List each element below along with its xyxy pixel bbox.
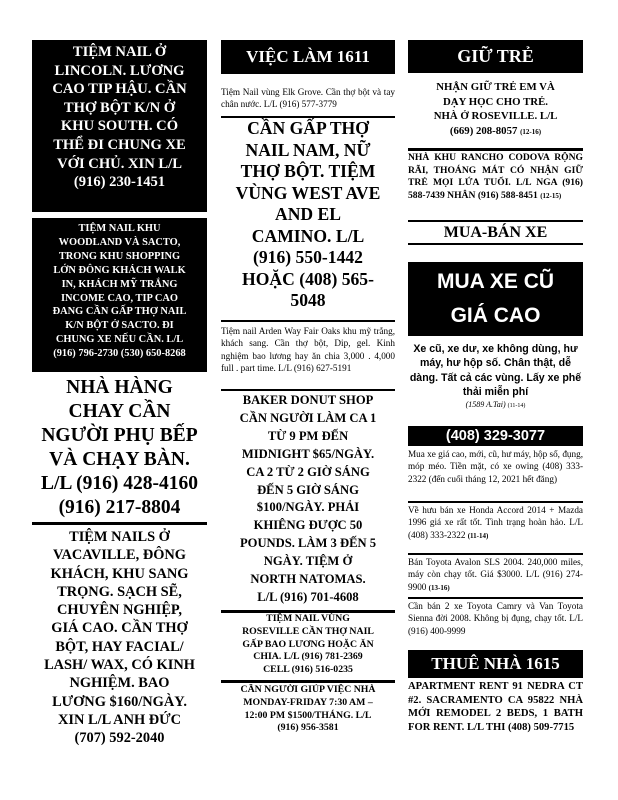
ad-arden-way — [221, 325, 395, 387]
section-header-giu-tre — [408, 40, 583, 73]
ad-honda-accord — [408, 504, 583, 552]
ad-mua-xe-gia-cao — [408, 448, 583, 500]
divider — [408, 501, 583, 503]
phone-banner-text: (408) 329-3077 — [445, 428, 546, 444]
divider — [408, 597, 583, 599]
ad-giu-tre-rancho — [408, 152, 583, 218]
banner-line-2: GIÁ CAO — [450, 304, 541, 327]
ad-honda-text: Về hưu bán xe Honda Accord 2014 + Mazda 1996 giá xe rất tốt. Tình trạng hoàn hảo. L/L (408) 333-2322 — [408, 505, 583, 540]
divider — [221, 680, 395, 683]
ad-elk-grove-text: Tiệm Nail vùng Elk Grove. Cần thợ bột và tay chân nước. L/L (916) 577-3779 — [221, 87, 395, 110]
divider — [408, 553, 583, 555]
ad-baker-donut — [221, 392, 395, 610]
ad-thue-nha-apartment — [408, 680, 583, 750]
ad-code: (11-14) — [467, 531, 489, 540]
ad-code: (13-16) — [428, 583, 450, 592]
banner-line-1: MUA XE CŨ — [436, 270, 555, 293]
ad-nha-hang-chay — [32, 376, 207, 522]
section-header-thue-nha — [408, 650, 583, 678]
ad-arden-text: Tiệm nail Arden Way Fair Oaks khu mỹ trắng, khách sang. Cần thợ bột, Dip, gel. Kinh nghiệm bao lương hay ăn chia 3,000 . 4,000 full . part time. L/L (916) 627-5191 — [221, 326, 395, 373]
ad-lincoln-nail — [32, 40, 207, 212]
section-header-viec-lam — [221, 40, 395, 74]
divider-col1 — [32, 522, 207, 525]
divider — [408, 148, 583, 151]
ad-vacaville-nail — [32, 528, 207, 750]
ad-xe-gia-cao-text: Mua xe giá cao, mới, cũ, hư máy, hộp số, đụng, móp méo. Tiền mặt, có xe owing (408) 333-2322 (đến cuối tháng 12, 2021 hết đăng) — [408, 449, 583, 484]
section-title-mua-ban-xe: MUA-BÁN XE — [443, 224, 548, 241]
ad-giu-tre-2-text: NHÀ KHU RANCHO CODOVA RỘNG RÃI, THOÁNG MÁT CÓ NHẬN GIỮ TRẺ MỌI LỨA TUỔI. L/L NGA (916) 588-7439 NHÂN (916) 588-8451 — [408, 152, 583, 201]
section-title-giu-tre: GIỮ TRẺ — [457, 46, 534, 66]
ad-code: (12-16) — [520, 127, 542, 136]
ad-code: (11-14) — [507, 402, 526, 409]
divider — [221, 389, 395, 391]
ad-thue-nha-text: APARTMENT RENT 91 NEDRA CT #2. SACRAMENTO CA 95822 NHÀ MỚI REMODEL 2 BEDS, 1 BATH FOR RENT. L/L THI (408) 509-7715 — [408, 681, 583, 733]
ad-lincoln-text: TIỆM NAIL Ở LINCOLN. LƯƠNG CAO TIP HẬU. CẦN THỢ BỘT K/N Ở KHU SOUTH. CÓ THỂ ĐI CHUNG XE VỚI CHỦ. XIN L/L (916) 230-1451 — [52, 44, 187, 191]
ad-vacaville-text: TIỆM NAILS Ở VACAVILLE, ĐÔNG KHÁCH, KHU SANG TRỌNG. SẠCH SẼ, CHUYÊN NGHIỆP, GIÁ CAO. CẦN THỢ BỘT, HAY FACIAL/ LASH/ WAX, CÓ KINH NGHIỆM. BAO LƯƠNG $160/NGÀY. XIN L/L ANH ĐỨC (707) 592-2040 — [44, 529, 195, 747]
ad-west-ave — [221, 118, 395, 318]
ad-west-ave-text: CẦN GẤP THỢ NAIL NAM, NỮ THỢ BỘT. TIỆM VÙNG WEST AVE AND EL CAMINO. L/L (916) 550-1442 HOẶC (408) 565- 5048 — [235, 118, 381, 310]
ad-donut-text: BAKER DONUT SHOP CẦN NGƯỜI LÀM CA 1 TỪ 9 PM ĐẾN MIDNIGHT $65/NGÀY. CA 2 TỪ 2 GIỜ SÁNG ĐẾN 5 GIỜ SÁNG $100/NGÀY. PHẢI KHIÊNG ĐƯỢC 50 POUNDS. LÀM 3 ĐẾN 5 NGÀY. TIỆM Ở NORTH NATOMAS. L/L (916) 701-4608 — [239, 393, 377, 604]
ad-toyota-camry — [408, 600, 583, 640]
ad-giup-viec — [221, 684, 395, 742]
banner-mua-xe-cu — [408, 262, 583, 336]
ad-woodland-nail — [32, 218, 207, 372]
ad-elk-grove — [221, 86, 395, 114]
ad-woodland-text: TIỆM NAIL KHU WOODLAND VÀ SACTO, TRONG KHU SHOPPING LỚN ĐÔNG KHÁCH WALK IN, KHÁCH MỸ TRẮNG INCOME CAO, TIP CAO ĐANG CẦN GẤP THỢ NAIL K/N BỘT Ở SACTO. ĐI CHUNG XE NẾU CẦN. L/L (916) 796-2730 (530) 650-8268 — [52, 223, 187, 360]
ad-roseville-nail — [221, 613, 395, 679]
ad-camry-text: Cần bán 2 xe Toyota Camry và Van Toyota Sienna đời 2008. Không bị đụng, chạy tốt. L/L (916) 400-9999 — [408, 601, 583, 636]
section-title-viec-lam: VIỆC LÀM 1611 — [246, 47, 370, 66]
ad-code: (12-15) — [540, 191, 562, 200]
ad-giu-tre-roseville — [408, 80, 583, 146]
phone-banner — [408, 426, 583, 446]
ad-giup-viec-text: CẦN NGƯỜI GIÚP VIỆC NHÀ MONDAY-FRIDAY 7:30 AM – 12:00 PM $1500/THÁNG. L/L (916) 956-3581 — [240, 684, 376, 734]
ad-mua-xe-signature: (1589 A.Tai) — [465, 399, 506, 409]
ad-roseville-nail-text: TIỆM NAIL VÙNG ROSEVILLE CẦN THỢ NAIL GẤP BAO LƯƠNG HOẶC ĂN CHIA. L/L (916) 781-2369 CELL (916) 516-0235 — [242, 613, 374, 676]
ad-toyota-avalon — [408, 556, 583, 596]
ad-nha-hang-text: NHÀ HÀNG CHAY CẦN NGƯỜI PHỤ BẾP VÀ CHẠY BÀN. L/L (916) 428-4160 (916) 217-8804 — [40, 377, 199, 518]
section-header-mua-ban-xe — [408, 220, 583, 245]
section-title-thue-nha: THUÊ NHÀ 1615 — [431, 654, 560, 673]
divider — [221, 320, 395, 322]
ad-giu-tre-1-text: NHẬN GIỮ TRẺ EM VÀ DẠY HỌC CHO TRẺ. NHÀ Ở ROSEVILLE. L/L (669) 208-8057 — [433, 81, 558, 137]
ad-mua-xe-text: Xe cũ, xe dư, xe không dùng, hư máy, hư hộp số. Chân thật, dễ dàng. Tất cả các vùng. Lấy xe phế thải miễn phí — [409, 343, 582, 399]
ad-mua-xe — [408, 342, 583, 424]
ad-avalon-text: Bán Toyota Avalon SLS 2004. 240,000 miles, máy còn chạy tốt. Giá $3000. L/L (916) 274-9900 — [408, 557, 583, 592]
